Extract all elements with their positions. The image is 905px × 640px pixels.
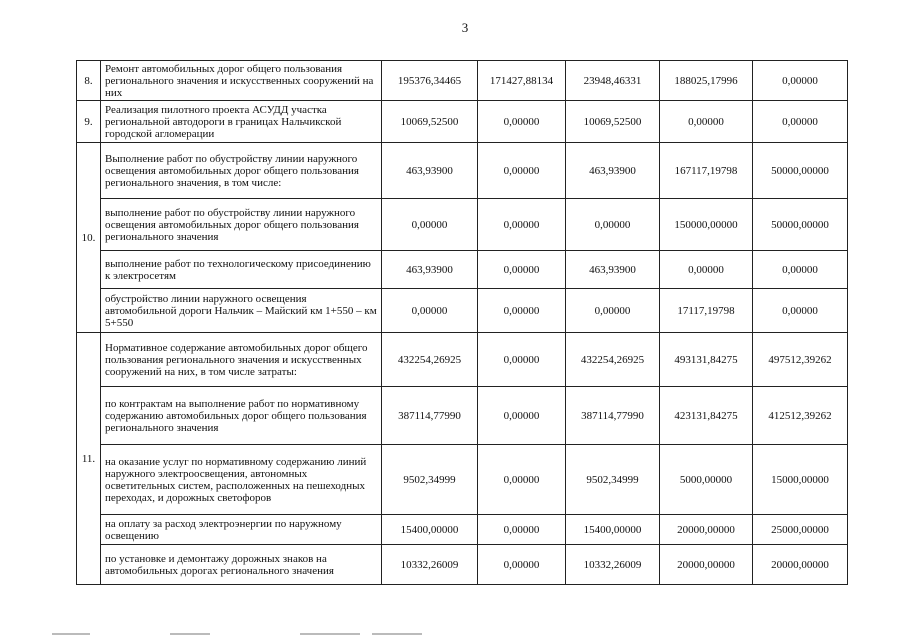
value-cell: 23948,46331 xyxy=(566,61,660,101)
value-cell: 0,00000 xyxy=(478,445,566,515)
value-cell: 432254,26925 xyxy=(566,333,660,387)
row-number: 10. xyxy=(77,143,101,333)
value-cell: 9502,34999 xyxy=(566,445,660,515)
value-cell: 20000,00000 xyxy=(660,515,753,545)
value-cell: 0,00000 xyxy=(753,101,848,143)
value-cell: 0,00000 xyxy=(478,143,566,199)
row-description: Нормативное содержание автомобильных дорог общего пользования регионального значения и искусственных сооружений на них, в том числе затраты: xyxy=(101,333,382,387)
value-cell: 15000,00000 xyxy=(753,445,848,515)
value-cell: 188025,17996 xyxy=(660,61,753,101)
value-cell: 0,00000 xyxy=(753,61,848,101)
table-row xyxy=(77,199,848,251)
value-cell: 463,93900 xyxy=(382,143,478,199)
row-number: 11. xyxy=(77,333,101,585)
value-cell: 387114,77990 xyxy=(382,387,478,445)
value-cell: 387114,77990 xyxy=(566,387,660,445)
table-row xyxy=(77,545,848,585)
value-cell: 171427,88134 xyxy=(478,61,566,101)
value-cell: 9502,34999 xyxy=(382,445,478,515)
scan-artifact xyxy=(372,633,422,635)
value-cell: 195376,34465 xyxy=(382,61,478,101)
row-description: на оплату за расход электроэнергии по наружному освещению xyxy=(101,515,382,545)
value-cell: 0,00000 xyxy=(478,101,566,143)
value-cell: 20000,00000 xyxy=(753,545,848,585)
value-cell: 10332,26009 xyxy=(382,545,478,585)
value-cell: 0,00000 xyxy=(566,199,660,251)
table-row xyxy=(77,515,848,545)
table-row xyxy=(77,445,848,515)
table-row xyxy=(77,387,848,445)
value-cell: 20000,00000 xyxy=(660,545,753,585)
row-description: Реализация пилотного проекта АСУДД участка региональной автодороги в границах Нальчикской городской агломерации xyxy=(101,101,382,143)
scan-artifact xyxy=(170,633,210,635)
value-cell: 0,00000 xyxy=(382,289,478,333)
value-cell: 0,00000 xyxy=(478,289,566,333)
table-row xyxy=(77,251,848,289)
value-cell: 0,00000 xyxy=(566,289,660,333)
value-cell: 25000,00000 xyxy=(753,515,848,545)
page-number: 3 xyxy=(461,20,469,35)
row-description: выполнение работ по технологическому присоединению к электросетям xyxy=(101,251,382,289)
value-cell: 463,93900 xyxy=(566,143,660,199)
value-cell: 10069,52500 xyxy=(566,101,660,143)
value-cell: 50000,00000 xyxy=(753,199,848,251)
table-row xyxy=(77,333,848,387)
value-cell: 493131,84275 xyxy=(660,333,753,387)
value-cell: 0,00000 xyxy=(660,101,753,143)
row-description: Выполнение работ по обустройству линии наружного освещения автомобильных дорог общего пользования регионального значения, в том числе: xyxy=(101,143,382,199)
value-cell: 0,00000 xyxy=(478,333,566,387)
value-cell: 10332,26009 xyxy=(566,545,660,585)
value-cell: 10069,52500 xyxy=(382,101,478,143)
value-cell: 150000,00000 xyxy=(660,199,753,251)
value-cell: 0,00000 xyxy=(478,545,566,585)
row-description: по установке и демонтажу дорожных знаков на автомобильных дорогах регионального значения xyxy=(101,545,382,585)
table-row xyxy=(77,61,848,101)
value-cell: 0,00000 xyxy=(478,387,566,445)
value-cell: 497512,39262 xyxy=(753,333,848,387)
row-number: 8. xyxy=(77,61,101,101)
row-description: по контрактам на выполнение работ по нормативному содержанию автомобильных дорог общего пользования регионального значения xyxy=(101,387,382,445)
row-number: 9. xyxy=(77,101,101,143)
value-cell: 412512,39262 xyxy=(753,387,848,445)
value-cell: 0,00000 xyxy=(753,289,848,333)
value-cell: 0,00000 xyxy=(660,251,753,289)
value-cell: 463,93900 xyxy=(382,251,478,289)
value-cell: 167117,19798 xyxy=(660,143,753,199)
table-row xyxy=(77,289,848,333)
value-cell: 0,00000 xyxy=(382,199,478,251)
value-cell: 432254,26925 xyxy=(382,333,478,387)
value-cell: 0,00000 xyxy=(478,199,566,251)
scan-artifact xyxy=(300,633,360,635)
value-cell: 0,00000 xyxy=(753,251,848,289)
row-description: Ремонт автомобильных дорог общего пользования регионального значения и искусственных сооружений на них xyxy=(101,61,382,101)
value-cell: 423131,84275 xyxy=(660,387,753,445)
table-row xyxy=(77,101,848,143)
row-description: обустройство линии наружного освещения автомобильной дороги Нальчик – Майский км 1+550 – км 5+550 xyxy=(101,289,382,333)
budget-table xyxy=(76,60,848,585)
scan-artifact xyxy=(52,633,90,635)
table-row xyxy=(77,143,848,199)
value-cell: 0,00000 xyxy=(478,515,566,545)
row-description: выполнение работ по обустройству линии наружного освещения автомобильных дорог общего пользования регионального значения xyxy=(101,199,382,251)
value-cell: 50000,00000 xyxy=(753,143,848,199)
value-cell: 17117,19798 xyxy=(660,289,753,333)
value-cell: 5000,00000 xyxy=(660,445,753,515)
row-description: на оказание услуг по нормативному содержанию линий наружного электроосвещения, автономных осветительных систем, расположенных на пешеходных переходах, и дорожных светофоров xyxy=(101,445,382,515)
value-cell: 15400,00000 xyxy=(566,515,660,545)
value-cell: 15400,00000 xyxy=(382,515,478,545)
value-cell: 0,00000 xyxy=(478,251,566,289)
value-cell: 463,93900 xyxy=(566,251,660,289)
